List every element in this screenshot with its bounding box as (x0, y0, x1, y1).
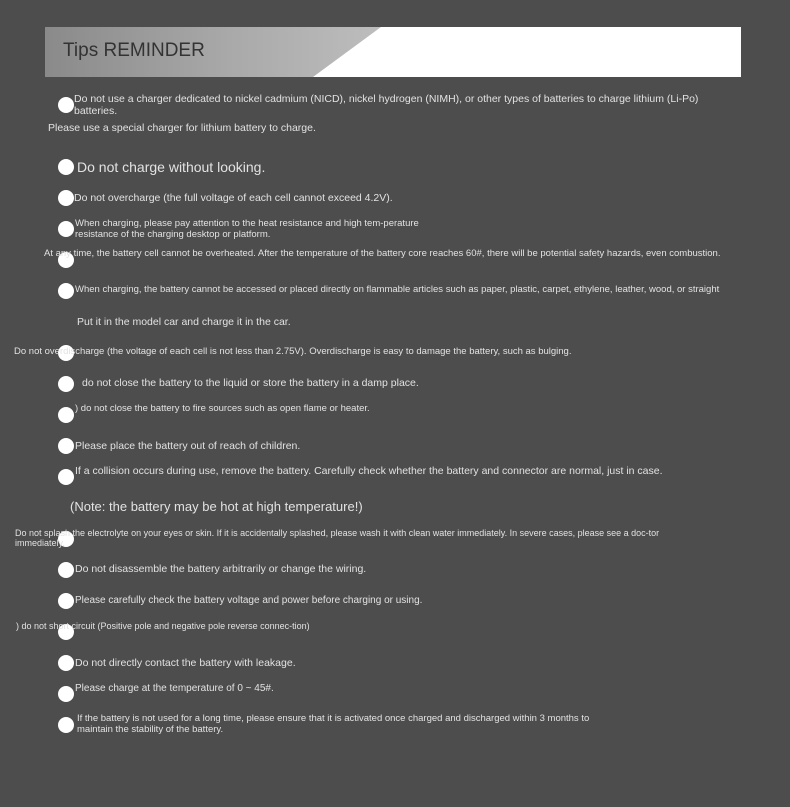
tip-text: Do not use a charger dedicated to nickel cadmium (NICD), nickel hydrogen (NIMH), or other types of batteries to charge lithium (Li-Po) batteries. (74, 93, 699, 118)
bullet-icon (58, 686, 74, 702)
tip-text: Please carefully check the battery voltage and power before charging or using. (75, 595, 423, 606)
bullet-icon (58, 717, 74, 733)
tip-text: ) do not close the battery to fire sources such as open flame or heater. (75, 403, 370, 414)
bullet-icon (58, 190, 74, 206)
bullet-icon (58, 438, 74, 454)
bullet-icon (58, 407, 74, 423)
tip-text: If a collision occurs during use, remove the battery. Carefully check whether the battery and connector are normal, just in case. (75, 465, 663, 477)
bullet-icon (58, 283, 74, 299)
tip-text: do not close the battery to the liquid or store the battery in a damp place. (82, 377, 419, 389)
tip-text: Do not splash the electrolyte on your eyes or skin. If it is accidentally splashed, please wash it with clean water immediately. In severe cases, please see a doc-tor immediately. (15, 528, 660, 549)
bullet-icon (58, 593, 74, 609)
tip-text: Do not overcharge (the full voltage of each cell cannot exceed 4.2V). (74, 192, 393, 204)
tip-text: Put it in the model car and charge it in the car. (77, 316, 291, 328)
bullet-icon (58, 97, 74, 113)
bullet-icon (58, 159, 74, 175)
tip-text: When charging, please pay attention to the heat resistance and high tem-perature resistance of the charging desktop or platform. (75, 218, 419, 240)
tip-text: Please use a special charger for lithium battery to charge. (48, 122, 316, 134)
tip-text: Do not directly contact the battery with leakage. (75, 657, 296, 669)
tip-text: Please place the battery out of reach of children. (75, 440, 301, 452)
tip-text: Do not charge without looking. (77, 159, 266, 175)
tip-text: ) do not short circuit (Positive pole and negative pole reverse connec-tion) (16, 621, 310, 631)
bullet-icon (58, 469, 74, 485)
tip-text: Do not overdischarge (the voltage of each cell is not less than 2.75V). Overdischarge is easy to damage the battery, such as bulging. (14, 346, 572, 357)
tip-text: When charging, the battery cannot be accessed or placed directly on flammable articles such as paper, plastic, carpet, ethylene, leather, wood, or straight (75, 285, 720, 295)
tip-text: (Note: the battery may be hot at high temperature!) (70, 499, 363, 514)
bullet-icon (58, 562, 74, 578)
bullet-icon (58, 221, 74, 237)
page-title: Tips REMINDER (63, 40, 205, 61)
tip-text: If the battery is not used for a long time, please ensure that it is activated once charged and discharged within 3 months to maintain the stability of the battery. (77, 713, 590, 735)
bullet-icon (58, 655, 74, 671)
bullet-icon (58, 376, 74, 392)
tip-text: Please charge at the temperature of 0 ~ 45#. (75, 683, 274, 694)
tips-header (45, 27, 741, 77)
tip-text: At any time, the battery cell cannot be overheated. After the temperature of the battery core reaches 60#, there will be potential safety hazards, even combustion. (44, 248, 721, 259)
tip-text: Do not disassemble the battery arbitrarily or change the wiring. (75, 563, 367, 575)
